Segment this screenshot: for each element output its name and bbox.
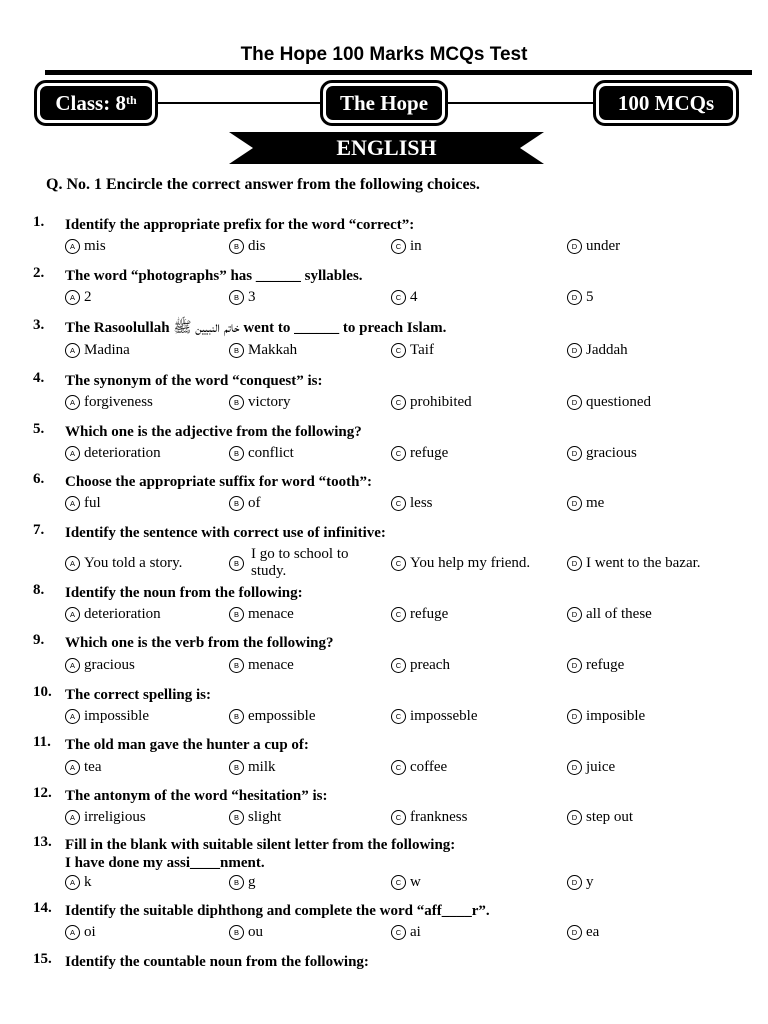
question-number: 14. bbox=[33, 900, 52, 916]
option-c[interactable] bbox=[391, 289, 418, 306]
option-label: coffee bbox=[410, 759, 448, 775]
option-bubble-c[interactable]: C bbox=[391, 607, 406, 622]
option-label: conflict bbox=[248, 445, 294, 461]
option-a[interactable] bbox=[65, 657, 135, 674]
option-label: under bbox=[586, 238, 621, 254]
option-bubble-d[interactable]: D bbox=[567, 607, 582, 622]
option-bubble-a[interactable]: A bbox=[65, 239, 80, 254]
option-c[interactable] bbox=[391, 606, 448, 623]
option-d[interactable] bbox=[567, 238, 620, 255]
option-label: ou bbox=[248, 924, 263, 940]
option-label: k bbox=[84, 874, 92, 890]
option-bubble-b[interactable]: B bbox=[229, 556, 244, 571]
option-label: milk bbox=[248, 759, 276, 775]
option-label: irreligious bbox=[84, 809, 146, 825]
option-bubble-d[interactable]: D bbox=[567, 658, 582, 673]
option-label: slight bbox=[248, 809, 282, 825]
question-text bbox=[65, 953, 369, 971]
brand-box bbox=[320, 80, 448, 126]
option-label: refuge bbox=[410, 606, 449, 622]
option-c[interactable] bbox=[391, 759, 447, 776]
option-label: Taif bbox=[410, 342, 434, 358]
option-bubble-d[interactable]: D bbox=[567, 395, 582, 410]
class-superscript: th bbox=[125, 92, 137, 107]
option-b[interactable] bbox=[229, 394, 291, 411]
instruction: Q. No. 1 Encircle the correct answer from the following choices. bbox=[46, 176, 480, 193]
question-text bbox=[65, 584, 303, 602]
question-number: 5. bbox=[33, 421, 45, 437]
option-bubble-d[interactable]: D bbox=[567, 556, 582, 571]
option-bubble-c[interactable]: C bbox=[391, 925, 406, 940]
option-label: impossible bbox=[84, 708, 150, 724]
option-bubble-b[interactable]: B bbox=[229, 658, 244, 673]
question-number: 4. bbox=[33, 370, 45, 386]
question-text-line-1: Identify the suitable diphthong and complete the word “aff____r”. bbox=[65, 903, 490, 919]
option-b[interactable] bbox=[229, 809, 281, 826]
question-text-line-1: Identify the sentence with correct use of infinitive: bbox=[65, 525, 386, 541]
option-bubble-c[interactable]: C bbox=[391, 810, 406, 825]
option-bubble-b[interactable]: B bbox=[229, 760, 244, 775]
option-label: y bbox=[586, 874, 594, 890]
option-a[interactable] bbox=[65, 555, 182, 572]
option-label: frankness bbox=[410, 809, 468, 825]
option-b[interactable] bbox=[229, 708, 316, 725]
option-a[interactable] bbox=[65, 495, 101, 512]
option-d[interactable] bbox=[567, 445, 637, 462]
question-text-line-1: Which one is the adjective from the following? bbox=[65, 424, 362, 440]
option-label: g bbox=[248, 874, 256, 890]
option-c[interactable] bbox=[391, 555, 530, 572]
option-c[interactable] bbox=[391, 657, 450, 674]
option-label: tea bbox=[84, 759, 102, 775]
header-connector-right bbox=[444, 102, 598, 104]
question-text-line-1: Fill in the blank with suitable silent letter from the following: bbox=[65, 837, 456, 853]
question-number: 2. bbox=[33, 265, 45, 281]
option-c[interactable] bbox=[391, 874, 421, 891]
option-d[interactable] bbox=[567, 874, 594, 891]
option-bubble-a[interactable]: A bbox=[65, 395, 80, 410]
option-label: w bbox=[410, 874, 421, 890]
option-a[interactable] bbox=[65, 394, 153, 411]
option-label: preach bbox=[410, 657, 450, 673]
option-bubble-b[interactable]: B bbox=[229, 239, 244, 254]
question-text bbox=[65, 787, 328, 805]
option-bubble-a[interactable]: A bbox=[65, 446, 80, 461]
option-d[interactable] bbox=[567, 606, 652, 623]
option-label: gracious bbox=[586, 445, 637, 461]
option-bubble-a[interactable]: A bbox=[65, 875, 80, 890]
option-d[interactable] bbox=[567, 924, 599, 941]
option-b[interactable] bbox=[229, 445, 294, 462]
option-label: 3 bbox=[248, 289, 256, 305]
option-bubble-d[interactable]: D bbox=[567, 446, 582, 461]
option-a[interactable] bbox=[65, 606, 161, 623]
question-text bbox=[65, 902, 490, 920]
question-number: 7. bbox=[33, 522, 45, 538]
option-label: oi bbox=[84, 924, 96, 940]
option-b[interactable] bbox=[229, 495, 261, 512]
option-b[interactable] bbox=[229, 546, 349, 579]
question-text bbox=[65, 423, 362, 441]
option-bubble-a[interactable]: A bbox=[65, 290, 80, 305]
option-d[interactable] bbox=[567, 708, 645, 725]
option-bubble-d[interactable]: D bbox=[567, 925, 582, 940]
option-bubble-a[interactable]: A bbox=[65, 709, 80, 724]
question-text bbox=[65, 267, 363, 285]
option-label: You help my friend. bbox=[410, 555, 531, 571]
brand-label: The Hope bbox=[339, 90, 429, 115]
question-text-line-1: The old man gave the hunter a cup of: bbox=[65, 737, 309, 753]
question-text-line-1: The synonym of the word “conquest” is: bbox=[65, 373, 323, 389]
option-b[interactable] bbox=[229, 657, 294, 674]
question-number: 1. bbox=[33, 214, 45, 230]
option-bubble-a[interactable]: A bbox=[65, 556, 80, 571]
question-text-before: The Rasoolullah bbox=[65, 320, 170, 336]
honorific-calligraphy: خاتم النبیین ﷺ bbox=[173, 320, 240, 336]
question-text-line-1: The correct spelling is: bbox=[65, 687, 211, 703]
option-d[interactable] bbox=[567, 759, 615, 776]
option-c[interactable] bbox=[391, 445, 448, 462]
question-text bbox=[65, 372, 323, 390]
option-c[interactable] bbox=[391, 394, 472, 411]
option-c[interactable] bbox=[391, 495, 433, 512]
option-label: I go to school to study. bbox=[251, 546, 349, 579]
option-bubble-c[interactable]: C bbox=[391, 239, 406, 254]
option-d[interactable] bbox=[567, 657, 624, 674]
option-b[interactable] bbox=[229, 606, 294, 623]
option-bubble-b[interactable]: B bbox=[229, 875, 244, 890]
question-text bbox=[65, 736, 309, 754]
option-label: step out bbox=[586, 809, 634, 825]
option-bubble-c[interactable]: C bbox=[391, 556, 406, 571]
option-bubble-c[interactable]: C bbox=[391, 395, 406, 410]
question-number: 6. bbox=[33, 471, 45, 487]
option-label: ea bbox=[586, 924, 600, 940]
option-label: empossible bbox=[248, 708, 316, 724]
option-label: Makkah bbox=[248, 342, 298, 358]
option-b[interactable] bbox=[229, 289, 256, 306]
option-bubble-a[interactable]: A bbox=[65, 925, 80, 940]
option-bubble-a[interactable]: A bbox=[65, 496, 80, 511]
subject-label: ENGLISH bbox=[336, 135, 437, 160]
option-bubble-c[interactable]: C bbox=[391, 290, 406, 305]
question-text bbox=[65, 634, 333, 652]
option-label: ai bbox=[410, 924, 421, 940]
option-label: menace bbox=[248, 606, 294, 622]
option-d[interactable] bbox=[567, 394, 651, 411]
option-bubble-c[interactable]: C bbox=[391, 343, 406, 358]
question-text bbox=[65, 836, 455, 872]
option-a[interactable] bbox=[65, 874, 92, 891]
header-connector-left bbox=[155, 102, 325, 104]
question-text-line-1: Which one is the verb from the following? bbox=[65, 635, 334, 651]
question-number: 10. bbox=[33, 684, 52, 700]
option-a[interactable] bbox=[65, 445, 161, 462]
question-number: 3. bbox=[33, 317, 45, 333]
option-bubble-d[interactable]: D bbox=[567, 709, 582, 724]
option-bubble-d[interactable]: D bbox=[567, 496, 582, 511]
option-label: refuge bbox=[410, 445, 449, 461]
mcq-count-box bbox=[593, 80, 739, 126]
option-label: deterioration bbox=[84, 606, 161, 622]
page-title: The Hope 100 Marks MCQs Test bbox=[240, 44, 528, 65]
option-bubble-b[interactable]: B bbox=[229, 810, 244, 825]
option-label: You told a story. bbox=[84, 555, 183, 571]
option-bubble-a[interactable]: A bbox=[65, 343, 80, 358]
option-a[interactable] bbox=[65, 708, 149, 725]
question-text-line-1: The antonym of the word “hesitation” is: bbox=[65, 788, 328, 804]
option-label: Jaddah bbox=[586, 342, 628, 358]
question-text-line-1: Identify the countable noun from the following: bbox=[65, 954, 369, 970]
option-bubble-a[interactable]: A bbox=[65, 607, 80, 622]
option-c[interactable] bbox=[391, 708, 478, 725]
option-label: forgiveness bbox=[84, 394, 153, 410]
question-text-line-1: Identify the noun from the following: bbox=[65, 585, 303, 601]
option-bubble-b[interactable]: B bbox=[229, 607, 244, 622]
option-bubble-d[interactable]: D bbox=[567, 239, 582, 254]
option-bubble-a[interactable]: A bbox=[65, 760, 80, 775]
option-a[interactable] bbox=[65, 809, 146, 826]
option-bubble-b[interactable]: B bbox=[229, 925, 244, 940]
question-text bbox=[65, 686, 211, 704]
question-text-line-2: I have done my assi____nment. bbox=[65, 855, 265, 871]
class-box bbox=[34, 80, 158, 126]
option-b[interactable] bbox=[229, 342, 297, 359]
option-label: 5 bbox=[586, 289, 594, 305]
option-label: imposible bbox=[586, 708, 646, 724]
option-label: me bbox=[586, 495, 605, 511]
question-number: 11. bbox=[33, 734, 51, 750]
option-c[interactable] bbox=[391, 238, 422, 255]
option-d[interactable] bbox=[567, 495, 604, 512]
option-label: dis bbox=[248, 238, 266, 254]
option-b[interactable] bbox=[229, 924, 263, 941]
option-a[interactable] bbox=[65, 289, 92, 306]
option-b[interactable] bbox=[229, 238, 266, 255]
option-bubble-d[interactable]: D bbox=[567, 343, 582, 358]
option-bubble-c[interactable]: C bbox=[391, 496, 406, 511]
question-number: 12. bbox=[33, 785, 52, 801]
option-a[interactable] bbox=[65, 238, 106, 255]
option-label: victory bbox=[248, 394, 291, 410]
question-text-after: went to ______ to preach Islam. bbox=[243, 320, 447, 336]
option-bubble-b[interactable]: B bbox=[229, 290, 244, 305]
option-bubble-d[interactable]: D bbox=[567, 810, 582, 825]
question-text bbox=[65, 216, 414, 234]
option-label: in bbox=[410, 238, 422, 254]
question-text bbox=[65, 473, 372, 491]
class-label: Class: 8 bbox=[55, 90, 126, 115]
option-label: all of these bbox=[586, 606, 652, 622]
option-label: deterioration bbox=[84, 445, 161, 461]
option-label: 2 bbox=[84, 289, 92, 305]
option-bubble-a[interactable]: A bbox=[65, 810, 80, 825]
option-d[interactable] bbox=[567, 809, 633, 826]
option-d[interactable] bbox=[567, 555, 701, 572]
option-label: menace bbox=[248, 657, 294, 673]
header-rule bbox=[45, 70, 752, 75]
option-bubble-c[interactable]: C bbox=[391, 446, 406, 461]
option-c[interactable] bbox=[391, 809, 467, 826]
option-label: mis bbox=[84, 238, 106, 254]
option-c[interactable] bbox=[391, 342, 434, 359]
subject-banner bbox=[229, 132, 544, 164]
question-text bbox=[65, 319, 446, 337]
question-number: 13. bbox=[33, 834, 52, 850]
option-bubble-b[interactable]: B bbox=[229, 446, 244, 461]
option-bubble-a[interactable]: A bbox=[65, 658, 80, 673]
option-label: imposseble bbox=[410, 708, 478, 724]
question-text-line-1: The word “photographs” has ______ syllables. bbox=[65, 268, 363, 284]
option-bubble-c[interactable]: C bbox=[391, 760, 406, 775]
option-label: juice bbox=[586, 759, 616, 775]
question-text-line-1: Identify the appropriate prefix for the word “correct”: bbox=[65, 217, 415, 233]
option-label: of bbox=[248, 495, 261, 511]
question-number: 8. bbox=[33, 582, 45, 598]
option-bubble-b[interactable]: B bbox=[229, 496, 244, 511]
option-label: ful bbox=[84, 495, 101, 511]
option-label: prohibited bbox=[410, 394, 472, 410]
option-a[interactable] bbox=[65, 342, 130, 359]
option-label: 4 bbox=[410, 289, 418, 305]
option-d[interactable] bbox=[567, 289, 594, 306]
option-bubble-d[interactable]: D bbox=[567, 290, 582, 305]
option-c[interactable] bbox=[391, 924, 421, 941]
question-text bbox=[65, 524, 386, 542]
option-b[interactable] bbox=[229, 874, 256, 891]
option-b[interactable] bbox=[229, 759, 276, 776]
option-bubble-b[interactable]: B bbox=[229, 343, 244, 358]
option-label: refuge bbox=[586, 657, 625, 673]
option-bubble-d[interactable]: D bbox=[567, 760, 582, 775]
question-text-line-1: Choose the appropriate suffix for word “tooth”: bbox=[65, 474, 372, 490]
option-label: gracious bbox=[84, 657, 135, 673]
option-bubble-b[interactable]: B bbox=[229, 395, 244, 410]
question-number: 9. bbox=[33, 632, 45, 648]
mcq-count-label: 100 MCQs bbox=[617, 90, 715, 115]
option-a[interactable] bbox=[65, 759, 101, 776]
option-bubble-c[interactable]: C bbox=[391, 875, 406, 890]
option-bubble-b[interactable]: B bbox=[229, 709, 244, 724]
option-bubble-c[interactable]: C bbox=[391, 658, 406, 673]
option-label: questioned bbox=[586, 394, 651, 410]
option-bubble-d[interactable]: D bbox=[567, 875, 582, 890]
option-label: I went to the bazar. bbox=[586, 555, 701, 571]
option-d[interactable] bbox=[567, 342, 628, 359]
option-bubble-c[interactable]: C bbox=[391, 709, 406, 724]
question-number: 15. bbox=[33, 951, 52, 967]
option-a[interactable] bbox=[65, 924, 96, 941]
option-label: Madina bbox=[84, 342, 130, 358]
option-label: less bbox=[410, 495, 433, 511]
